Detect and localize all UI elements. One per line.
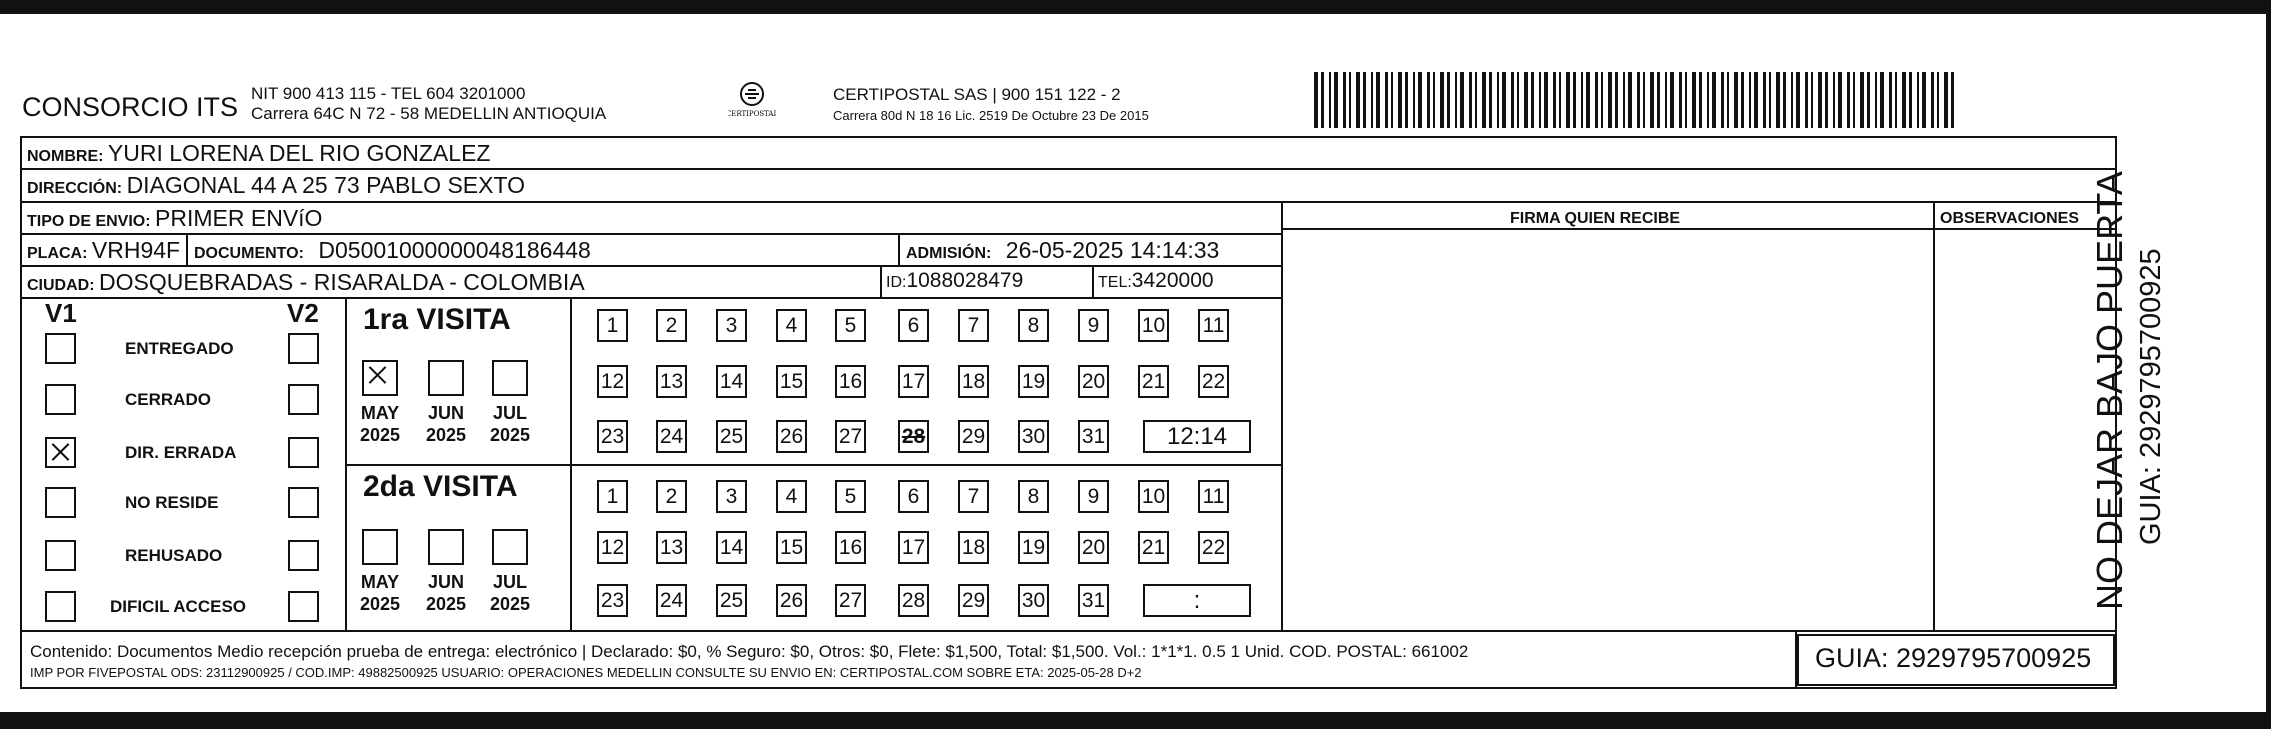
- barcode-bar: [1343, 72, 1346, 128]
- day-box: 21: [1138, 531, 1169, 564]
- barcode-bar: [1670, 72, 1674, 128]
- day-box: 2: [656, 480, 687, 513]
- bottom-border: [0, 712, 2271, 729]
- direccion-label: DIRECCIÓN:: [27, 180, 123, 197]
- day-box: 28: [898, 420, 929, 453]
- placa-value: VRH94F: [91, 237, 181, 263]
- day-box: 26: [776, 420, 807, 453]
- ciudad-label: CIUDAD:: [27, 277, 95, 294]
- day-box: 18: [958, 365, 989, 398]
- month-label: [356, 571, 404, 615]
- v1-checkbox: [45, 437, 76, 468]
- day-box: 31: [1078, 584, 1109, 617]
- day-box: 10: [1138, 480, 1169, 513]
- barcode-bar: [1783, 72, 1786, 128]
- barcode-bar: [1539, 72, 1541, 128]
- day-box: 23: [597, 420, 628, 453]
- day-box: 4: [776, 480, 807, 513]
- barcode-bar: [1440, 72, 1444, 128]
- certi-name: CERTIPOSTAL SAS | 900 151 122 - 2: [833, 85, 1121, 104]
- month-checkbox: [362, 360, 398, 396]
- barcode-bar: [1391, 72, 1393, 128]
- day-box: 15: [776, 365, 807, 398]
- barcode-bar: [1847, 72, 1850, 128]
- day-box: 31: [1078, 420, 1109, 453]
- day-box: 21: [1138, 365, 1169, 398]
- tipo-envio-value: PRIMER ENVíO: [155, 205, 323, 231]
- barcode-bar: [1544, 72, 1548, 128]
- barcode-bar: [1623, 72, 1625, 128]
- barcode-bar: [1615, 72, 1618, 128]
- admision-field: [906, 237, 1219, 264]
- documento-value: D05001000000048186448: [318, 237, 591, 263]
- barcode-bar: [1637, 72, 1640, 128]
- month-name: JUN: [427, 403, 464, 423]
- barcode-bar: [1524, 72, 1528, 128]
- v1-header: V1: [45, 298, 77, 328]
- barcode-bar: [1608, 72, 1612, 128]
- ciudad-field: [27, 269, 585, 296]
- day-box: 11: [1198, 480, 1229, 513]
- barcode-bar: [1650, 72, 1654, 128]
- time-box: :: [1143, 584, 1251, 617]
- certi-license: Carrera 80d N 18 16 Lic. 2519 De Octubre 23 De 2015: [833, 108, 1149, 123]
- day-box: 30: [1018, 420, 1049, 453]
- day-box: 20: [1078, 365, 1109, 398]
- barcode-bar: [1791, 72, 1793, 128]
- v1-checkbox: [45, 487, 76, 518]
- firma-header: FIRMA QUIEN RECIBE: [1510, 210, 1681, 227]
- barcode-bar: [1469, 72, 1472, 128]
- tipo-envio-label: TIPO DE ENVIO:: [27, 213, 151, 230]
- documento-field: [194, 237, 591, 264]
- day-box: 15: [776, 531, 807, 564]
- tel-value: 3420000: [1131, 269, 1214, 292]
- nombre-label: NOMBRE:: [27, 148, 104, 165]
- barcode-bar: [1455, 72, 1457, 128]
- barcode-bar: [1776, 72, 1780, 128]
- day-box: 11: [1198, 309, 1229, 342]
- barcode-bar: [1769, 72, 1771, 128]
- barcode-bar: [1502, 72, 1506, 128]
- barcode-bar: [1418, 72, 1422, 128]
- barcode-bar: [1447, 72, 1450, 128]
- day-box: 12: [597, 531, 628, 564]
- month-label: [356, 402, 404, 446]
- day-box: 8: [1018, 480, 1049, 513]
- admision-value: 26-05-2025 14:14:33: [1005, 237, 1220, 263]
- barcode-bar: [1796, 72, 1800, 128]
- barcode-bar: [1385, 72, 1388, 128]
- side-guia-number: GUIA: 2929795700925: [2135, 248, 2167, 545]
- barcode-bar: [1880, 72, 1884, 128]
- barcode-bar: [1860, 72, 1864, 128]
- visit1-title: 1ra VISITA: [363, 303, 511, 336]
- month-name: JUL: [492, 572, 527, 592]
- month-checkbox: [362, 529, 398, 565]
- tel-label: TEL:: [1098, 274, 1132, 291]
- month-checkbox: [492, 529, 528, 565]
- barcode-bar: [1727, 72, 1729, 128]
- nombre-field: [27, 140, 490, 167]
- day-box: 25: [716, 420, 747, 453]
- barcode-bar: [1721, 72, 1724, 128]
- barcode-bar: [1321, 72, 1324, 128]
- barcode-bar: [1329, 72, 1331, 128]
- day-box: 9: [1078, 480, 1109, 513]
- day-box: 3: [716, 309, 747, 342]
- placa-field: [27, 237, 180, 264]
- id-field: [886, 269, 1023, 293]
- day-box: 16: [835, 531, 866, 564]
- v1-checkbox: [45, 540, 76, 571]
- day-box: 19: [1018, 365, 1049, 398]
- barcode-bar: [1334, 72, 1338, 128]
- barcode-bar: [1685, 72, 1687, 128]
- barcode-bar: [1475, 72, 1477, 128]
- barcode-bar: [1679, 72, 1682, 128]
- documento-label: DOCUMENTO:: [194, 245, 304, 262]
- v2-checkbox: [288, 540, 319, 571]
- barcode-bar: [1566, 72, 1570, 128]
- day-box: 25: [716, 584, 747, 617]
- day-box: 20: [1078, 531, 1109, 564]
- no-dejar-bajo-puerta: NO DEJAR BAJO PUERTA: [2089, 171, 2130, 610]
- day-box: 27: [835, 584, 866, 617]
- day-box: 23: [597, 584, 628, 617]
- ciudad-value: DOSQUEBRADAS - RISARALDA - COLOMBIA: [99, 269, 585, 295]
- barcode-bar: [1833, 72, 1835, 128]
- barcode-bar: [1517, 72, 1519, 128]
- id-label: ID:: [886, 274, 907, 291]
- barcode-bar: [1643, 72, 1645, 128]
- v2-header: V2: [287, 298, 319, 328]
- day-box: 2: [656, 309, 687, 342]
- day-box: 8: [1018, 309, 1049, 342]
- barcode-bar: [1482, 72, 1486, 128]
- day-box: 7: [958, 309, 989, 342]
- day-box: 1: [597, 480, 628, 513]
- month-label: [486, 402, 534, 446]
- day-box: 29: [958, 584, 989, 617]
- barcode-bar: [1398, 72, 1402, 128]
- nombre-value: YURI LORENA DEL RIO GONZALEZ: [107, 140, 491, 166]
- barcode-bar: [1818, 72, 1822, 128]
- v2-checkbox: [288, 487, 319, 518]
- print-info-line: IMP POR FIVEPOSTAL ODS: 23112900925 / COD.IMP: 49882500925 USUARIO: OPERACIONES MEDELLIN CONSULTE SU ENVIO EN: CERTIPOSTAL.COM SOBRE ETA: 2025-05-28 D+2: [30, 665, 1142, 680]
- barcode-bar: [1707, 72, 1709, 128]
- day-box: 22: [1198, 531, 1229, 564]
- barcode-bar: [1314, 72, 1318, 128]
- barcode-bar: [1712, 72, 1716, 128]
- barcode-bar: [1902, 72, 1906, 128]
- month-year: 2025: [425, 425, 467, 445]
- day-box: 10: [1138, 309, 1169, 342]
- barcode-bar: [1951, 72, 1954, 128]
- day-box: 9: [1078, 309, 1109, 342]
- status-label: CERRADO: [125, 390, 211, 409]
- day-box: 30: [1018, 584, 1049, 617]
- month-year: 2025: [489, 594, 531, 614]
- admision-label: ADMISIÓN:: [906, 245, 992, 262]
- barcode-bar: [1895, 72, 1897, 128]
- barcode-bar: [1405, 72, 1408, 128]
- barcode-bar: [1853, 72, 1855, 128]
- month-label: [486, 571, 534, 615]
- day-box: 27: [835, 420, 866, 453]
- month-name: JUL: [492, 403, 527, 423]
- barcode-bar: [1811, 72, 1813, 128]
- barcode-bar: [1754, 72, 1758, 128]
- barcode-bar: [1427, 72, 1430, 128]
- month-name: MAY: [360, 403, 400, 423]
- barcode-bar: [1356, 72, 1360, 128]
- barcode-bar: [1531, 72, 1534, 128]
- nit-line: NIT 900 413 115 - TEL 604 3201000: [251, 84, 526, 103]
- month-checkbox: [428, 360, 464, 396]
- v1-checkbox: [45, 333, 76, 364]
- tel-field: [1098, 269, 1214, 293]
- barcode-bar: [1931, 72, 1934, 128]
- day-box: 24: [656, 584, 687, 617]
- barcode-bar: [1595, 72, 1598, 128]
- day-box: 24: [656, 420, 687, 453]
- certipostal-logo: [728, 80, 776, 128]
- day-box: 13: [656, 531, 687, 564]
- month-label: [422, 571, 470, 615]
- barcode-bar: [1922, 72, 1926, 128]
- company-info: [251, 84, 606, 124]
- barcode-bar: [1413, 72, 1415, 128]
- visit2-title: 2da VISITA: [363, 470, 518, 503]
- day-box: 22: [1198, 365, 1229, 398]
- barcode-bar: [1937, 72, 1939, 128]
- month-name: MAY: [360, 572, 400, 592]
- day-box: 19: [1018, 531, 1049, 564]
- right-border: [2266, 14, 2271, 714]
- barcode-bar: [1944, 72, 1948, 128]
- contents-line: Contenido: Documentos Medio recepción prueba de entrega: electrónico | Declarado: $0, % Seguro: $0, Otros: $0, Flete: $1,500, Total: $1,500. Vol.: 1*1*1. 0.5 1 Unid. COD. POSTAL: 661002: [30, 642, 1469, 661]
- certipostal-info: [833, 84, 1149, 126]
- barcode: [1314, 72, 1958, 128]
- barcode-bar: [1511, 72, 1514, 128]
- barcode-bar: [1628, 72, 1632, 128]
- barcode-bar: [1867, 72, 1870, 128]
- time-box: 12:14: [1143, 420, 1251, 453]
- v2-checkbox: [288, 384, 319, 415]
- barcode-bar: [1376, 72, 1380, 128]
- direccion-field: [27, 172, 525, 199]
- guia-number: GUIA: 2929795700925: [1815, 643, 2092, 673]
- address-line: Carrera 64C N 72 - 58 MEDELLIN ANTIOQUIA: [251, 104, 607, 123]
- barcode-bar: [1838, 72, 1842, 128]
- logo-text: CERTIPOSTAL: [728, 110, 776, 118]
- v2-checkbox: [288, 333, 319, 364]
- barcode-bar: [1692, 72, 1696, 128]
- placa-label: PLACA:: [27, 245, 88, 262]
- barcode-bar: [1553, 72, 1556, 128]
- barcode-bar: [1349, 72, 1351, 128]
- month-name: JUN: [427, 572, 464, 592]
- day-box: 6: [898, 309, 929, 342]
- form-frame: [20, 136, 2117, 689]
- barcode-bar: [1825, 72, 1828, 128]
- barcode-bar: [1741, 72, 1744, 128]
- barcode-bar: [1749, 72, 1751, 128]
- barcode-bar: [1875, 72, 1877, 128]
- day-box: 14: [716, 365, 747, 398]
- id-value: 1088028479: [906, 269, 1024, 292]
- day-box: 12: [597, 365, 628, 398]
- barcode-bar: [1889, 72, 1892, 128]
- barcode-bar: [1573, 72, 1576, 128]
- barcode-bar: [1433, 72, 1435, 128]
- barcode-bar: [1497, 72, 1499, 128]
- barcode-bar: [1601, 72, 1603, 128]
- barcode-bar: [1699, 72, 1702, 128]
- barcode-bar: [1559, 72, 1561, 128]
- day-box: 28: [898, 584, 929, 617]
- day-box: 5: [835, 309, 866, 342]
- barcode-bar: [1581, 72, 1583, 128]
- day-box: 18: [958, 531, 989, 564]
- day-box: 26: [776, 584, 807, 617]
- barcode-bar: [1460, 72, 1464, 128]
- month-label: [422, 402, 470, 446]
- status-label: NO RESIDE: [125, 493, 219, 512]
- month-checkbox: [492, 360, 528, 396]
- barcode-bar: [1371, 72, 1373, 128]
- tipo-envio-field: [27, 205, 322, 232]
- day-box: 3: [716, 480, 747, 513]
- month-year: 2025: [425, 594, 467, 614]
- v1-checkbox: [45, 384, 76, 415]
- v2-checkbox: [288, 437, 319, 468]
- v2-checkbox: [288, 591, 319, 622]
- barcode-bar: [1657, 72, 1660, 128]
- day-box: 1: [597, 309, 628, 342]
- status-label: DIFICIL ACCESO: [110, 597, 247, 616]
- v1-checkbox: [45, 591, 76, 622]
- month-year: 2025: [359, 425, 401, 445]
- day-box: 4: [776, 309, 807, 342]
- observaciones-header: OBSERVACIONES: [1940, 210, 2079, 227]
- barcode-bar: [1763, 72, 1766, 128]
- month-year: 2025: [359, 594, 401, 614]
- barcode-bar: [1734, 72, 1738, 128]
- day-box: 29: [958, 420, 989, 453]
- day-box: 5: [835, 480, 866, 513]
- day-box: 17: [898, 531, 929, 564]
- day-box: 16: [835, 365, 866, 398]
- top-border: [0, 0, 2271, 14]
- day-box: 13: [656, 365, 687, 398]
- status-label: DIR. ERRADA: [125, 443, 237, 462]
- direccion-value: DIAGONAL 44 A 25 73 PABLO SEXTO: [126, 172, 526, 198]
- month-year: 2025: [489, 425, 531, 445]
- barcode-bar: [1909, 72, 1912, 128]
- barcode-bar: [1665, 72, 1667, 128]
- day-box: 17: [898, 365, 929, 398]
- barcode-bar: [1917, 72, 1919, 128]
- month-checkbox: [428, 529, 464, 565]
- status-label: ENTREGADO: [125, 339, 234, 358]
- barcode-bar: [1805, 72, 1808, 128]
- company-name: CONSORCIO ITS: [22, 92, 239, 122]
- barcode-bar: [1489, 72, 1492, 128]
- day-box: 6: [898, 480, 929, 513]
- status-label: REHUSADO: [125, 546, 223, 565]
- day-box: 14: [716, 531, 747, 564]
- barcode-bar: [1586, 72, 1590, 128]
- day-box: 7: [958, 480, 989, 513]
- barcode-bar: [1363, 72, 1366, 128]
